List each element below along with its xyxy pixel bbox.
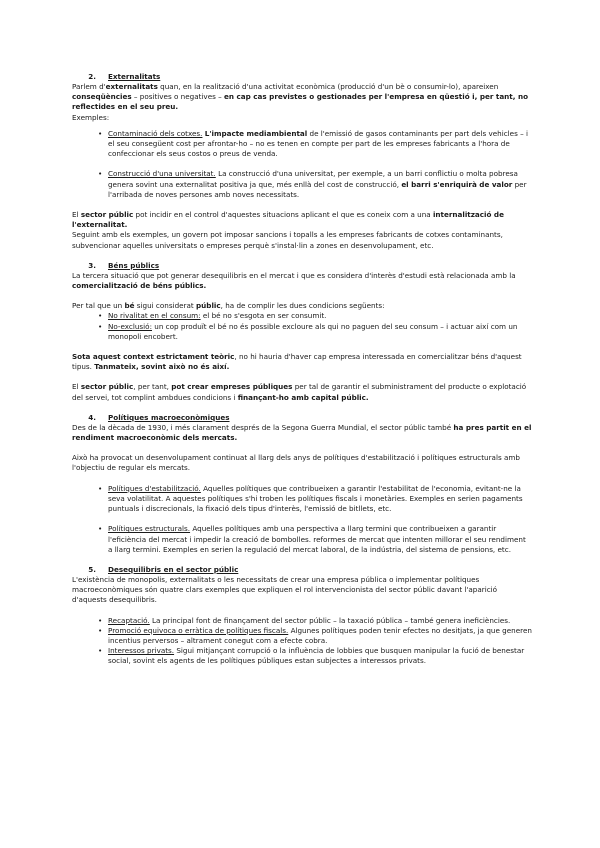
section-number: 4.: [88, 412, 96, 422]
bold-text: sector públic: [80, 210, 134, 220]
bold-text: conseqüències: [72, 92, 132, 102]
section-number: 5.: [88, 564, 96, 574]
section-heading-desequilibris: [72, 565, 532, 575]
item-term: Recaptació.: [108, 615, 150, 625]
item-term: Polítiques estructurals.: [108, 524, 191, 534]
bold-text: L'impacte mediambiental: [204, 128, 308, 138]
paragraph: [72, 352, 532, 372]
examples-label: Exemples:: [72, 112, 110, 122]
bullet-list: [72, 616, 532, 667]
text-run: per l'arribada de noves persones amb noves necessitats.: [108, 179, 527, 199]
text-run: Aquelles polítiques que contribueixen a garantir l'estabilitat de l'economia, evitant-ne la seva volatilitat. A aquestes polítiques s'hi troben les polítiques fiscals i monetàries. Exemples en serien pagaments puntuals i discrecionals, la fixació dels tipus d'interès, l'emissió de bitllets, etc.: [108, 483, 523, 514]
list-item: [72, 626, 532, 646]
list-item: [72, 616, 532, 626]
paragraph: Seguint amb els exemples, un govern pot imposar sancions i topalls a les empreses fabricants de cotxes contaminants, subvencionar aquelles universitats o empreses perquè s'instal·lin a zones en desenvolupament, etc.: [72, 230, 503, 250]
section-heading-politiques-macroeconomiques: [72, 413, 532, 423]
section-title: Polítiques macroeconòmiques: [108, 412, 230, 422]
bullet-icon: •: [98, 483, 103, 493]
item-term: No-exclusió:: [108, 321, 152, 331]
bullet-icon: •: [98, 311, 103, 321]
text-run: Algunes polítiques poden tenir efectes no desitjats, ja que generen incentius perversos – altrament conegut com a efecte cobra.: [108, 625, 532, 645]
bold-text: ha pres partit en el rendiment macroeconòmic dels mercats.: [72, 422, 532, 443]
paragraph: [72, 301, 532, 311]
bullet-icon: •: [98, 646, 103, 656]
paragraph: Això ha provocat un desenvolupament continuat al llarg dels anys de polítiques d'estabilització i polítiques estructurals amb l'objectiu de regular els mercats.: [72, 453, 520, 473]
text-run: , no hi hauria d'haver cap empresa interessada en comercialitzar béns d'aquest tipus.: [72, 352, 522, 372]
item-term: Polítiques d'estabilització.: [108, 483, 201, 493]
bullet-list: [72, 484, 532, 555]
text-run: El: [72, 382, 81, 392]
text-run: per tal de garantir el subministrament del producte o explotació del servei, tot complint ambdues condicions i: [72, 382, 527, 402]
bold-text: pot crear empreses públiques: [171, 382, 293, 392]
bullet-list: [72, 311, 532, 342]
text-run: Parlem d': [72, 82, 106, 91]
text-run: Aquelles polítiques amb una perspectiva a llarg termini que contribueixen a garantir l'eficiència del mercat i impedir la creació de bombolles. reformes de mercat que intenten millorar el seu rendiment a llarg termini. Exemples en serien la regulació del mercat laboral, de la indústria, del sistema de pensions, etc.: [108, 524, 526, 554]
text-run: sigui considerat: [134, 301, 197, 311]
text-run: pot incidir en el control d'aquestes situacions aplicant el que es coneix com a una: [133, 210, 433, 220]
bullet-list: [72, 129, 532, 200]
section-heading-externalitats: [72, 72, 532, 82]
list-item: [72, 484, 532, 515]
bold-text: públic: [196, 301, 221, 311]
paragraph: [72, 423, 532, 443]
text-run: el bé no s'esgota en ser consumit.: [200, 311, 327, 321]
text-run: – positives o negatives –: [131, 92, 225, 102]
section-number: 3.: [88, 260, 96, 270]
item-term: Contaminació dels cotxes.: [108, 128, 203, 138]
text-run: un cop produït el bé no és possible excloure als qui no paguen del seu consum – i actuar així com un monopoli encobert.: [108, 321, 518, 341]
text-run: El: [72, 210, 81, 220]
list-item: [72, 524, 532, 555]
bold-text: bé: [124, 301, 135, 311]
section-title: Desequilibris en el sector públic: [108, 564, 239, 574]
list-item: [72, 646, 532, 666]
section-title: Béns públics: [108, 260, 160, 270]
item-term: No rivalitat en el consum:: [108, 311, 201, 321]
list-item: [72, 311, 532, 321]
bullet-icon: •: [98, 524, 103, 534]
text-run: quan, en la realització d'una activitat econòmica (producció d'un bè o consumir-lo), apareixen: [157, 82, 499, 91]
paragraph: L'existència de monopolis, externalitats o les necessitats de crear una empresa pública o implementar polítiques macroeconòmiques són quatre clars exemples que expliquen el rol intervencionista del sector públic davant l'aparició d'aquests desequilibris.: [72, 574, 498, 605]
item-term: Construcció d'una universitat.: [108, 169, 216, 179]
bold-text: Sota aquest context estrictament teòric: [72, 352, 235, 362]
text-run: , ha de complir les dues condicions següents:: [220, 301, 385, 311]
bold-text: comercialització de béns públics.: [72, 281, 207, 291]
paragraph: [72, 210, 532, 230]
bold-text: en cap cas previstes o gestionades per l'empresa en qüestió i, per tant, no reflectides en el seu preu.: [72, 92, 529, 112]
text-run: La construcció d'una universitat, per exemple, a un barri conflictiu o molta pobresa genera sovint una externalitat positiva ja que, més enllà del cost de construcció,: [108, 169, 518, 189]
bullet-icon: •: [98, 615, 103, 625]
bullet-icon: •: [98, 169, 103, 179]
bold-text: sector públic: [80, 382, 134, 392]
document-body: [72, 72, 532, 667]
bullet-icon: •: [98, 625, 103, 635]
text-run: La principal font de finançament del sector públic – la taxació pública – també genera ineficiències.: [149, 615, 511, 625]
paragraph: [72, 382, 532, 402]
list-item: [72, 129, 532, 160]
text-run: de l'emissió de gasos contaminants per part dels vehicles – i el seu consegüent cost per afrontar-ho – no es tenen en compte per part de les empreses fabricants a l'hora de confeccionar els seus costos o preus de venda.: [108, 128, 528, 159]
list-item: [72, 322, 532, 342]
section-number: 2.: [88, 72, 96, 81]
bold-text: finançant-ho amb capital públic.: [237, 392, 369, 402]
paragraph: [72, 271, 532, 291]
section-title: Externalitats: [108, 72, 161, 81]
text-run: Sigui mitjançant corrupció o la influència de lobbies que busquen manipular la fució de benestar social, sovint els agents de les polítiques públiques estan subjectes a interessos privats.: [108, 646, 525, 666]
bullet-icon: •: [98, 321, 103, 331]
list-item: [72, 169, 532, 200]
section-heading-bens-publics: [72, 261, 532, 271]
bold-text: internalització de l'externalitat.: [72, 210, 504, 230]
text-run: La tercera situació que pot generar desequilibris en el mercat i que es considera d'interès d'estudi està relacionada amb la: [72, 270, 516, 280]
paragraph: [72, 82, 532, 113]
item-term: Interessos privats.: [108, 646, 175, 656]
bullet-icon: •: [98, 128, 103, 138]
bold-text: Tanmateix, sovint això no és així.: [94, 362, 230, 372]
item-term: Promoció equivoca o erràtica de polítiques fiscals.: [108, 625, 289, 635]
bold-text: el barri s'enriquirà de valor: [401, 179, 513, 189]
text-run: Des de la dècada de 1930, i més clarament després de la Segona Guerra Mundial, el sector públic també: [72, 422, 454, 432]
bold-text: externalitats: [105, 82, 158, 91]
text-run: Per tal que un: [72, 301, 125, 311]
text-run: , per tant,: [133, 382, 172, 392]
